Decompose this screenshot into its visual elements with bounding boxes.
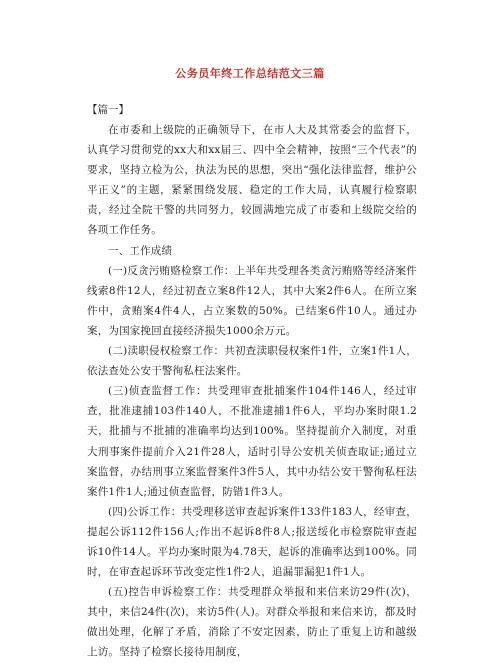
paragraph-complaints: (五)控告申诉检察工作：共受理群众举报和来信来访29件(次)，其中，来信24件(次)，来访5件(人)。对群众举报和来信来访，都及时做出处理，化解了矛盾，消除了不安定因素，防止了重复上访和越级上访。坚持了检察长接待用制度， (87, 586, 417, 659)
heading-work-results: 一、工作成绩 (108, 244, 173, 257)
section-label: 【篇一】 (87, 104, 129, 116)
paragraph-investigation-supervision: (三)侦查监督工作：共受理审查批捕案件104件146人，经过审查，批准逮捕103件140人，不批准逮捕1件6人，平均办案时限1.2天，批捕与不批捕的准确率均达到100%。坚持提前介入制度，对重大刑事案件提前介入21件28人，适时引导公安机关侦查取证;通过立案监督，办结刑事立案监督案件3件5人，其中办结公安干警徇私枉法案件1件1人;通过侦查监督，防错1件3人。 (87, 385, 417, 498)
paragraph-public-prosecution: (四)公诉工作：共受理移送审查起诉案件133件183人，经审查，提起公诉112件156人;作出不起诉8件8人;报送绥化市检察院审查起诉10件14人。平均办案时限为4.78天，起诉的准确率达到100%。同时，在审查起诉环节改变定性1件2人，追漏罪漏犯1件1人。 (87, 505, 417, 579)
paragraph-anti-corruption: (一)反贪污贿赂检察工作：上半年共受理各类贪污贿赂等经济案件线索8件12人，经过初查立案8件12人，其中大案2件6人。在所立案件中，贪贿案4件4人，占立案数的50%。已结案6件10人。通过办案，为国家挽回直接经济损失1000余万元。 (87, 264, 417, 337)
document-title: 公务员年终工作总结范文三篇 (175, 67, 325, 80)
paragraph-intro: 在市委和上级院的正确领导下，在市人大及其常委会的监督下，认真学习贯彻党的xx大和xx届三、四中全会精神，按照“三个代表”的要求，坚持立检为公，执法为民的思想，突出“强化法律监督，维护公平正义”的主题，紧紧围绕发展、稳定的工作大局，认真履行检察职责，经过全院干警的共同努力，较圆满地完成了市委和上级院交给的各项工作任务。 (87, 124, 417, 237)
document-body (87, 120, 417, 663)
paragraph-dereliction: (二)渎职侵权检察工作：共初查渎职侵权案件1件，立案1件1人，依法查处公安干警徇私枉法案件。 (87, 345, 417, 378)
